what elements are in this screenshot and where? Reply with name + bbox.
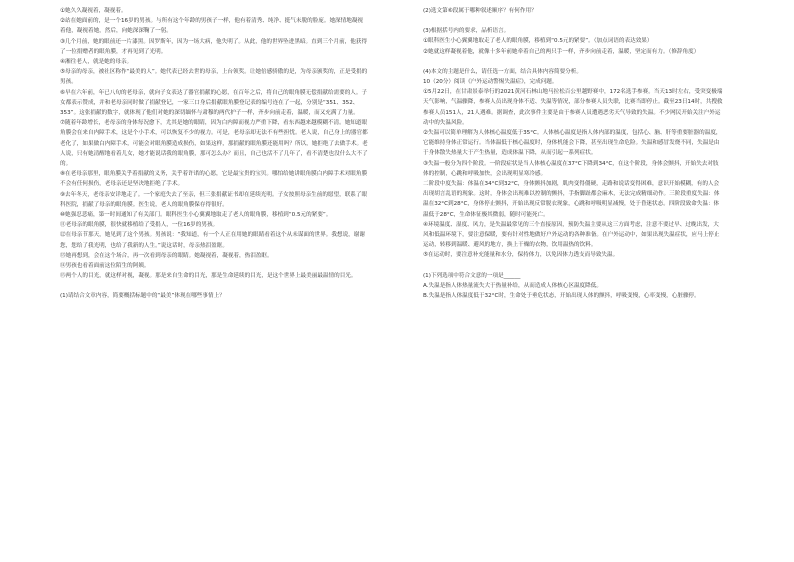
paragraph: ⑧在老母亲那里，眼角膜关乎着捐献的义务，关乎着许诺的心愿，它是最宝贵的宝贝。哪怕给她讲眼角膜白内障手术对眼角膜不会有任何损伤，老母亲还是坚决地拒绝了手术。 — [60, 171, 368, 188]
question: 10（20分）阅读《户外运动警惕失温症》，完成问题。 — [423, 79, 558, 86]
paragraph: ③失温一般分为四个阶段。一阶段症状是当人体核心温度在37°C下降到34°C，在这个阶段，身体会颤抖，开始失去对肢体的控制，心跳和呼吸加快，会出现明显寒冷感。 — [423, 160, 719, 177]
paragraph: ⑬她再想到，会在这个场合，再一次看到母亲的眼睛。她凝视着，凝视着，热泪盈眶。 — [60, 252, 273, 259]
left-column — [60, 6, 368, 302]
paragraph: ⑨去年冬天，老母亲安详地走了。一个家庭失去了至亲，但三张捐献证书却在延续光明。子女按照母亲生前的愿望，联系了眼科医院，捐献了母亲的眼角膜。医生说，老人的眼角膜保存得很好。 — [60, 191, 368, 208]
paragraph: ⑥早在六年前，年已八旬的老母亲，就向子女表达了器官捐献的心愿，在百年之后，将自己的眼角膜无偿捐献给需要的人。子女都表示赞成，并和老母亲同时做了捐献登记，一家三口身后捐献眼角膜登记表的编号连在了一起，分别是“351、352、353”。这张捐献的数字，就体现了他们对她的深切缅怀与肃穆的两代护子一样，齐步向前走着，温暖，而又充满了力量。 — [60, 89, 368, 117]
paragraph: ⑭男孩也看着面前这位陌生的阿姨。 — [60, 263, 150, 270]
answer-option: B.失温是指人体温度低于32°C时，生命处于垂危状态，开始出现人体的颤抖，呼吸变慢，心率变慢，心脏骤停。 — [423, 293, 700, 300]
paragraph: ④环境温度、湿度、风力，是失温最常见的三个直接原因，预防失温主要从这三方面考虑，注意不要过早、过晚出发，大风和低温环境下，要注意保暖，要有针对性地做好户外运动的各种准备。在户外运动中，如果出现失温症状，应马上停止运动，转移到温暖、避风的地方，换上干燥的衣物，饮用温热的饮料。 — [423, 221, 720, 249]
question: (2)选文第⑥段属于哪种叙述顺序？有何作用？ — [423, 8, 537, 14]
right-column — [423, 6, 723, 301]
paragraph: ①她久久凝视着，凝视着。 — [60, 8, 127, 14]
question: (1)下列选项中符合文意的一项是______ — [423, 272, 521, 279]
paragraph: ⑩她强忍悲痛，第一时间通知了有关部门。眼科医生小心翼翼地取走了老人的眼角膜，移植到“0.5元的紧要”。 — [60, 212, 332, 219]
paragraph: ②她就这样凝视着他，就像十多年前她牵着自己的两只手一样，齐步向前走着，温暖，坚定而有力。（修辞角度） — [423, 48, 700, 55]
paragraph: ②站在她面前的，是一个16岁的男孩。与所有这个年龄的男孩子一样，他有着清秀、纯净、挺气未脱的脸庞。她深情地凝视着他，凝视着她，然后，向她深深鞠了一躬。 — [60, 18, 364, 35]
paragraph: ①5月22日，在甘肃景泰举行的2021黄河石林山地马拉松百公里越野赛中，172名选手参赛。当天13时左右，受突变极端天气影响，气温骤降，参赛人员出现身体不适、失温等情况，部分参赛人员失联，比赛当即停止。截至23日14时，共搜救参赛人员151人，21人遇难。据调查，此次事件主要是由于参赛人员遭遇恶劣天气导致的失温。不少网民开始关注户外运动中的失温风险。 — [423, 89, 723, 126]
paragraph: ⑮两个人的目光，就这样对视，凝视。那是来自生命的目光，那是生命延续的目光，是这个世界上最美丽最温情的目光。 — [60, 273, 357, 280]
paragraph: ⑪老母亲的眼角膜，很快就移植给了受捐人，一位16岁的男孩。 — [60, 222, 219, 229]
paragraph: ①眼科医生小心翼翼地取走了老人的眼角膜，移植到“0.5元的紧要”。（加点词语的表达效果） — [423, 38, 653, 45]
question: (1)请结合文章内容，简要概括标题中的“最美”体现在哪些事情上？ — [60, 293, 225, 300]
answer-option: A.失温是指人体热量流失大于热量补给，从而造成人体核心区温度降低。 — [423, 282, 602, 289]
paragraph: ②失温可以简单理解为人体核心温度低于35°C。人体核心温度是指人体内部的温度，包括心、脑、肝等重要脏器的温度，它能维持身体正常运行。当体温低于核心温度时，身体机能会下降，甚至出现生命危险。失温和感冒发烧不同，失温是由于身体散失热量大于产生热量，造成体温下降，从而引起一系列症状。 — [423, 130, 722, 157]
question: (3)根据括号内的要求，品析语言。 — [423, 28, 510, 35]
paragraph: ③几个月前，她的眼前还一片漆黑。因罗斯年，因为一场大病，他失明了。从此，他的世界坠进黑暗。直到三个月前，他获得了一位捐赠者的眼角膜，才再见到了光明。 — [60, 38, 368, 55]
paragraph: ④湘往老人，就是她的母亲。 — [60, 59, 133, 66]
paragraph: ⑫在母亲节那天，她见到了这个男孩。男孩说：“我知道，有一个人正在用她的眼睛看着这个从未谋面的世界。我想说，谢谢您，您给了我光明，也给了我新的人生。”说这话时，母亲热泪盈眶。 — [60, 232, 365, 249]
paragraph: 二阶段中度失温：体温在34°C到32°C，身体颤抖加剧，肌肉变得僵硬，走路和说话变得困难，意识开始模糊，有的人会出现胡言乱语的现象。这时，身体会出现难以控制的颤抖，手指脚趾都会麻木，无法完成精细动作。三阶段重度失温：体温在32°C到28°C，身体停止颤抖，开始出现反常脱衣现象，心跳和呼吸明显减慢，处于昏迷状态。四阶段致命失温：体温低于28°C，生命体征极其微弱，随时可能死亡。 — [423, 181, 720, 218]
paragraph: ⑤母亲的母亲，被社区称作“最美的人”。她代表已经去世的母亲，上台领奖。让她倍感骄傲的是，为母亲颁奖的，正是受捐的男孩。 — [60, 69, 368, 86]
question: (4)本文的主题是什么，请任选一方面，结合具体内容简要分析。 — [423, 68, 582, 75]
paragraph: ⑤在运动时，要注意补充能量和水分，保持体力，以免因体力透支而导致失温。 — [423, 252, 619, 259]
paragraph: ⑦随着年龄增长，老母亲的身体每况愈下，尤其是她的眼睛，因为白内障而视力严重下降，看东西越来越模糊不清。她知道眼角膜会在来自内障手术，这是个小手术，可以恢复不少的视力。可是，老母亲却无法不有些担忧。老人说，自己身上的器官都老化了，如果做白内障手术，可能会对眼角膜造成损伤，如果这样，那捐献的眼角膜还能用吗？所以，她拒绝了去做手术。老人说，只有她清醒地看着儿女，她才能说话我的眼角膜，那可怎么办？而且，自己也活不了几年了，看不清楚也没什么大不了的。 — [60, 120, 368, 168]
